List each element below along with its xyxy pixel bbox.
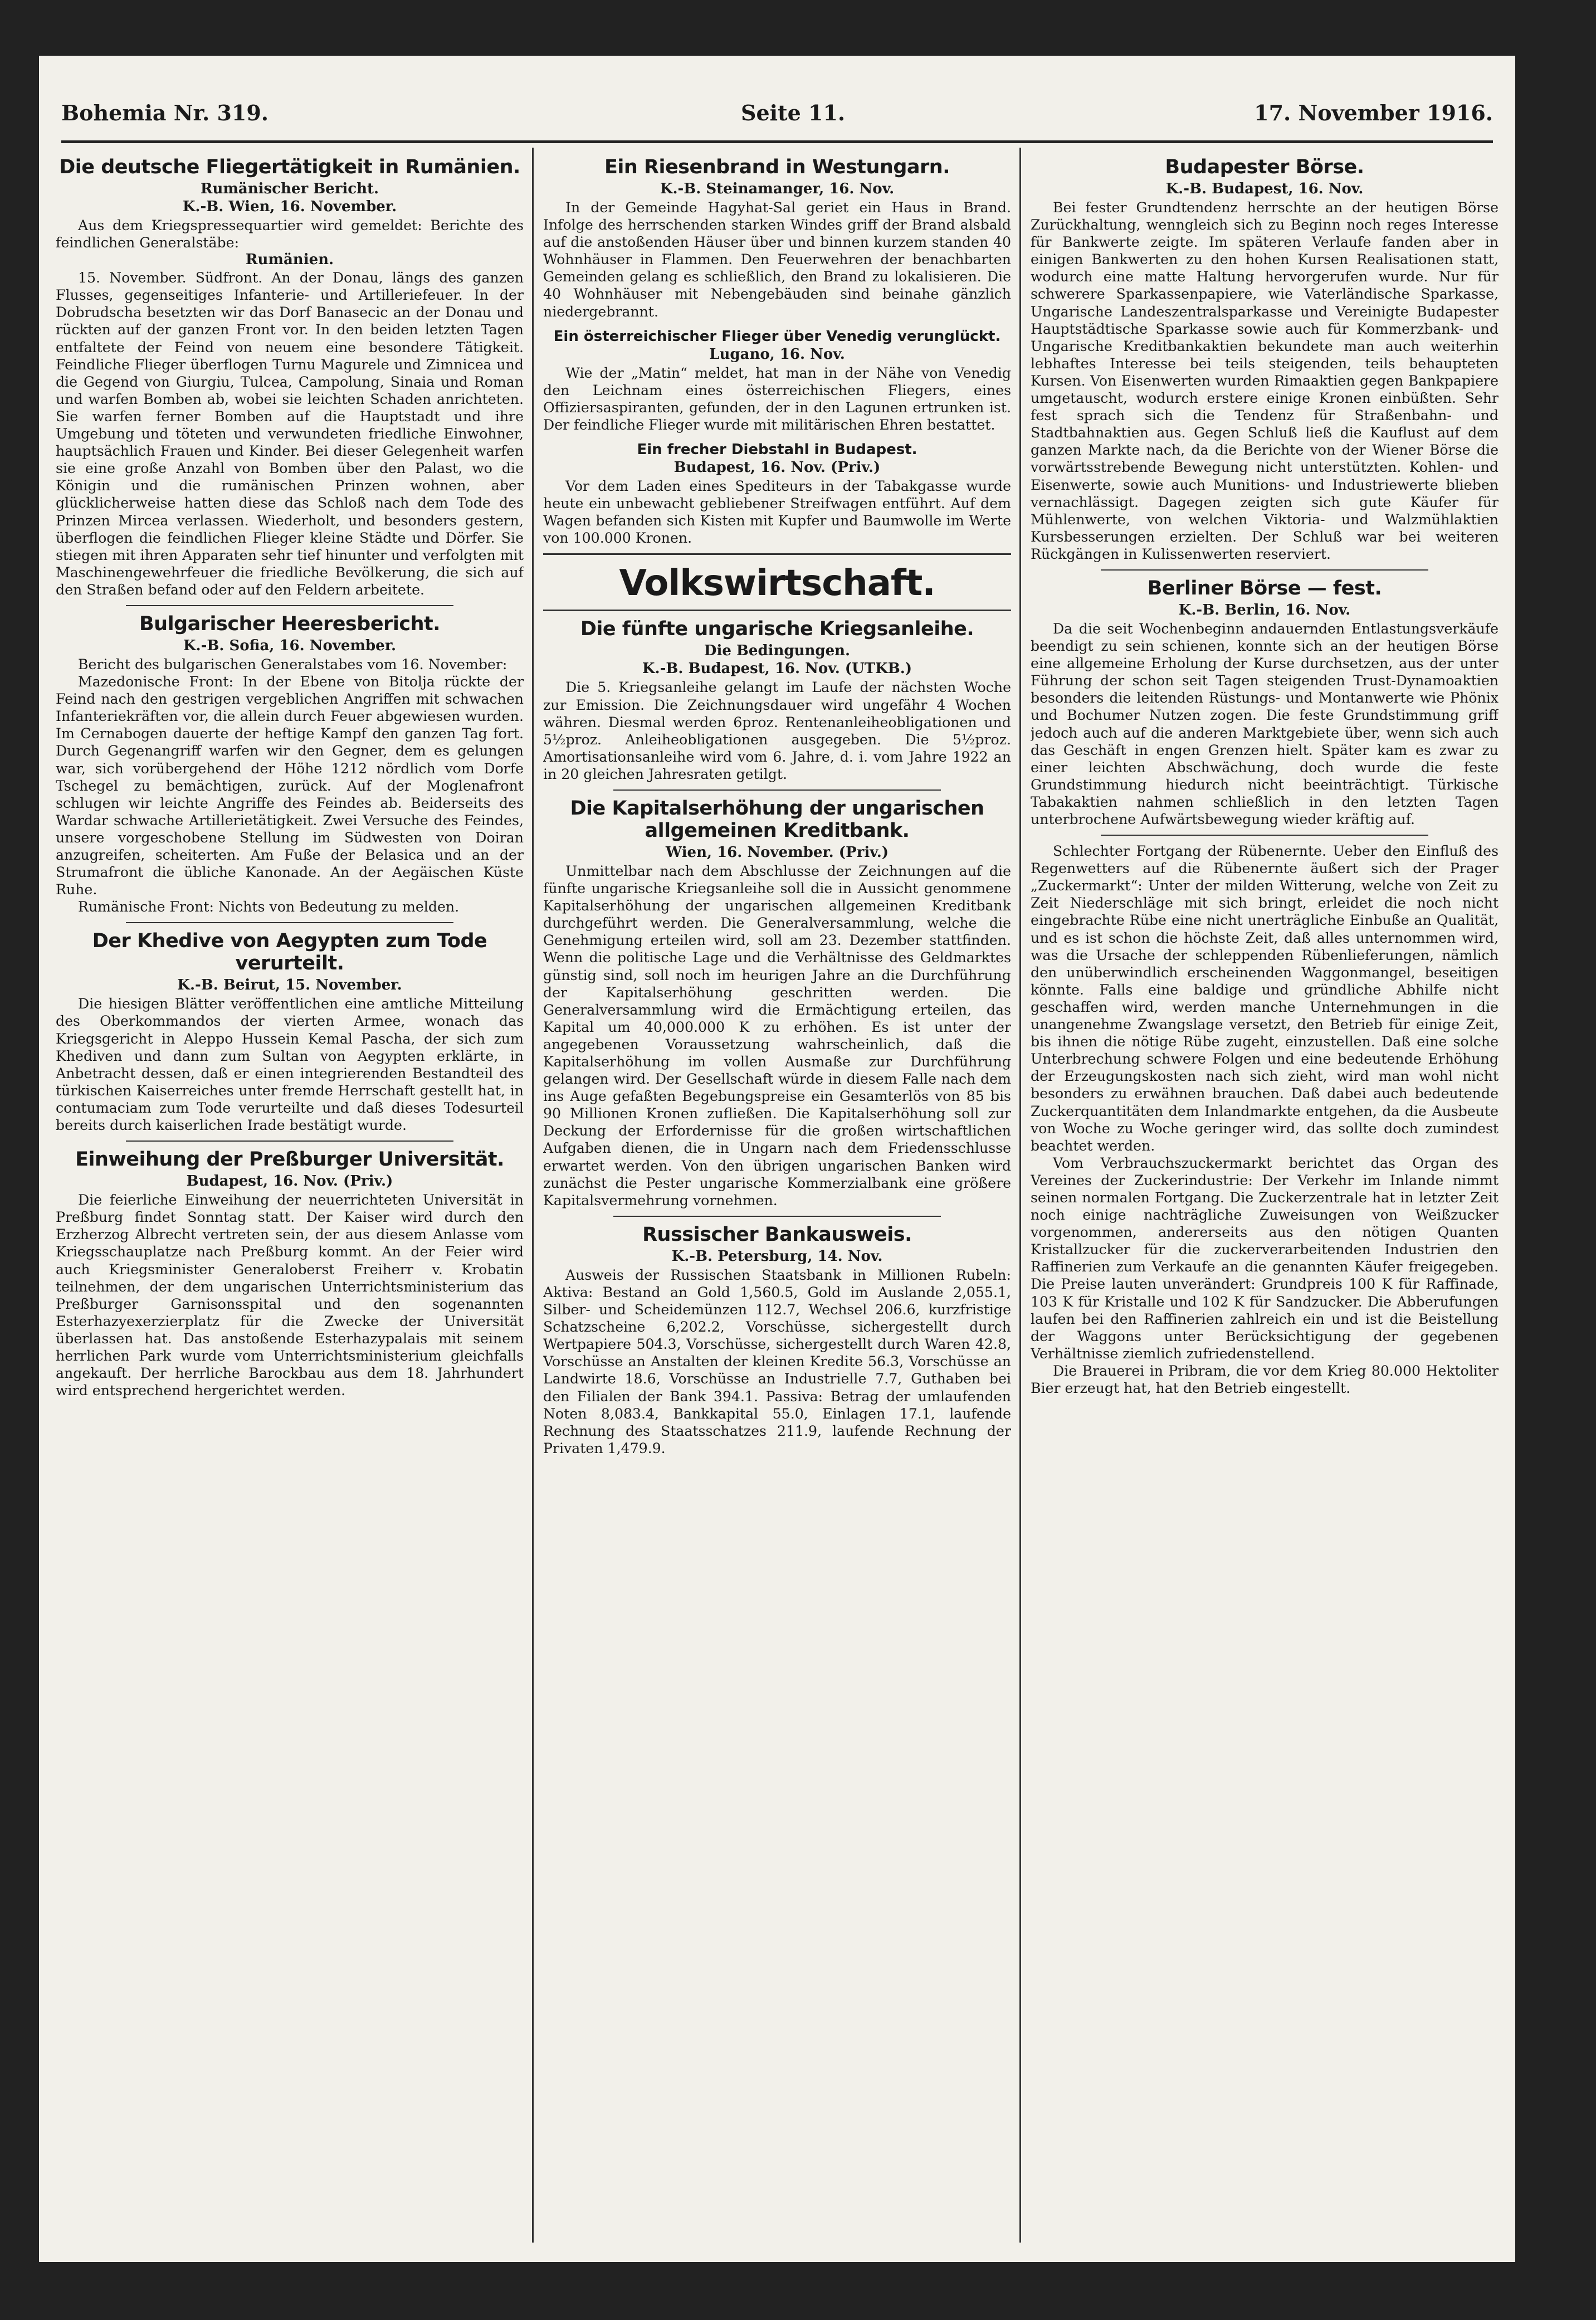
masthead-rule (61, 140, 1493, 143)
headline: Bulgarischer Heeresbericht. (139, 612, 441, 635)
byline: Budapest, 16. Nov. (Priv.) (186, 1173, 393, 1190)
paragraph: Rumänische Front: Nichts von Bedeutung zu melden. (78, 899, 460, 915)
section-title-volkswirtschaft: Volkswirtschaft. (619, 563, 935, 605)
column-rule-2 (1019, 148, 1021, 2243)
paragraph: 15. November. Südfront. An der Donau, längs des ganzen Flusses, gegenseitiges Infanterie- und Artilleriefeuer. In der Dobrudscha besetzten wir das Dorf Banasecic an der Donau und rückten auf der ganzen Front vor. In den beiden letzten Tagen entfaltete der Feind von neuem eine besondere Tätigkeit. Feindliche Flieger überflogen Turnu Magurele und Zimnicea und die Gegend von Giurgiu, Tulcea, Campolung, Sinaia und Roman und warfen Bomben ab, wobei sie leichten Schaden anrichteten. Sie warfen ferner Bomben auf die Hauptstadt und ihre Umgebung und töteten und verwundeten friedliche Einwohner, hauptsächlich Frauen und Kinder. Bei dieser Gelegenheit warfen sie eine große Anzahl von Bomben über den Palast, wo die Königin und die rumänischen Prinzen wohnen, aber glücklicherweise hatten diese das Schloß nach dem Tode des Prinzen Mircea verlassen. Wiederholt, und besonders gestern, überflogen die feindlichen Flieger kleine Städte und Dörfer. Sie stiegen mit ihren Apparaten sehr tief hinunter und verfolgten mit Maschinengewehrfeuer die friedliche Bevölkerung, die sich auf den Straßen befand oder auf den Feldern arbeitete. (56, 270, 524, 598)
headline: Russischer Bankausweis. (642, 1223, 912, 1246)
article-kriegsanleihe (543, 618, 1011, 783)
headline: Ein Riesenbrand in Westungarn. (604, 156, 950, 178)
article-flieger-venedig (543, 328, 1011, 433)
column-2 (543, 150, 1011, 2256)
subhead: Die Bedingungen. (704, 642, 851, 660)
byline: K.-B. Sofia, 16. November. (183, 637, 397, 654)
byline: K.-B. Steinamanger, 16. Nov. (660, 181, 895, 197)
paragraph: Die 5. Kriegsanleihe gelangt im Laufe der nächsten Woche zur Emission. Die Zeichnungsdauer wird ungefähr 4 Wochen währen. Diesmal werden 6proz. Rentenanleiheobligationen und 5½proz. Anleiheobligationen ausgegeben. Die 5½proz. Amortisationsanleihe wird vom 6. Jahre, d. i. vom Jahre 1922 an in 20 gleichen Jahresraten getilgt. (543, 679, 1011, 782)
byline: K.-B. Berlin, 16. Nov. (1178, 601, 1351, 618)
byline: K.-B. Budapest, 16. Nov. (UTKB.) (642, 660, 912, 678)
headline: Einweihung der Preßburger Universität. (75, 1148, 504, 1171)
article-berliner-boerse (1031, 577, 1499, 828)
column-3 (1031, 150, 1499, 2256)
paragraph: Mazedonische Front: In der Ebene von Bitolja rückte der Feind nach den gestrigen vergeblichen Angriffen mit schwachen Infanteriekräften vor, die allein durch Feuer abgewiesen wurden. Im Cernabogen dauerte der heftige Kampf den ganzen Tag fort. Durch Gegenangriff warfen wir den Gegner, dem es gelungen war, sich vorübergehend der Höhe 1212 nördlich vom Dorfe Tschegel zu bemächtigen, zurück. Auf der Moglenafront schlugen wir leichte Angriffe des Feindes ab. Beiderseits des Wardar schwache Artillerietätigkeit. Zwei Versuche des Feindes, unsere vorgeschobene Stellung im Südwesten von Doiran anzugreifen, scheiterten. Am Fuße der Belasica und an der Strumafront die übliche Kanonade. An der Aegäischen Küste Ruhe. (56, 674, 524, 898)
byline: K.-B. Wien, 16. November. (182, 198, 397, 215)
article-bankausweis (543, 1224, 1011, 1457)
issue-date: 17. November 1916. (1254, 100, 1493, 125)
paragraph: Die Brauerei in Pribram, die vor dem Krieg 80.000 Hektoliter Bier erzeugt hat, hat den Betrieb eingestellt. (1031, 1362, 1499, 1396)
byline: K.-B. Beirut, 15. November. (177, 977, 402, 994)
paragraph: Bericht des bulgarischen Generalstabes vom 16. November: (78, 656, 507, 672)
headline: Budapester Börse. (1165, 156, 1364, 178)
byline: Lugano, 16. Nov. (709, 345, 845, 363)
article-khedive (56, 930, 524, 1134)
section-divider (543, 610, 1011, 611)
article-divider (126, 1140, 453, 1142)
subhead: Rumänischer Bericht. (200, 181, 379, 197)
paragraph: Wie der „Matin“ meldet, hat man in der Nähe von Venedig den Leichnam eines österreichischen Fliegers, eines Offiziersaspiranten, gefunden, der in den Lagunen ertrunken ist. Der feindliche Flieger wurde mit militärischen Ehren bestattet. (543, 364, 1011, 433)
paragraph: Vom Verbrauchszuckermarkt berichtet das Organ des Vereines der Zuckerindustrie: Der Verkehr im Inlande nimmt seinen normalen Fortgang. Die Zuckerzentrale hat in letzter Zeit noch einige nachträgliche Zuweisungen von Weißzucker vorgenommen, andererseits aus den nötigen Quanten Kristallzucker für die zuckerverarbeitenden Industrien den Raffinerien zum Verkaufe an die genannten Käufer freigegeben. Die Preise lauten unverändert: Grundpreis 100 K für Raffinade, 103 K für Kristalle und 102 K für Sandzucker. Die Abberufungen laufen bei den Raffinerien zahlreich ein und ist die Beistellung der Waggons unter Berücksichtigung der gegebenen Verhältnisse ziemlich zufriedenstellend. (1031, 1154, 1499, 1362)
headline: Berliner Börse — fest. (1147, 577, 1382, 600)
paragraph: Schlechter Fortgang der Rübenernte. Ueber den Einfluß des Regenwetters auf die Rübenernte äußert sich der Prager „Zuckermarkt“: Unter der milden Witterung, welche von Zeit zu Zeit Niederschläge mit sich bringt, erleidet die noch nicht eingebrachte Rübe eine nicht unerträgliche Einbuße an Qualität, und es ist schon die höchste Zeit, daß alles unternommen wird, was die Ursache der schleppenden Rübenlieferungen, nämlich den unüberwindlich erscheinenden Waggonmangel, beseitigen könnte. Falls eine baldige und gründliche Abhilfe nicht geschaffen wird, werden manche Unternehmungen in die unangenehme Zwangslage versetzt, den Betrieb für einige Zeit, bis ihnen die nötige Rübe zugeht, einzustellen. Daß eine solche Unterbrechung schwere Folgen und eine bedeutende Erhöhung der Erzeugungskosten nach sich zieht, wird man wohl nicht besonders zu erwähnen brauchen. Daß dabei auch bedeutende Zuckerquantitäten dem Inlandmarkte entgehen, da die Ausbeute von Woche zu Woche geringer wird, das sollte doch zumindest beachtet werden. (1031, 843, 1499, 1154)
page-number: Seite 11. (741, 100, 846, 125)
section-label: Rumänien. (245, 251, 334, 269)
article-riesenbrand (543, 156, 1011, 320)
paragraph: In der Gemeinde Hagyhat-Sal geriet ein Haus in Brand. Infolge des herrschenden starken Windes griff der Brand alsbald auf die anstoßenden Häuser über und binnen kurzem standen 40 Wohnhäuser in Flammen. Den Feuerwehren der benachbarten Gemeinden gelang es schließlich, den Brand zu lokalisieren. Die 40 Wohnhäuser mit Nebengebäuden sind beinahe gänzlich niedergebrannt. (543, 199, 1011, 320)
article-divider (613, 789, 941, 791)
paragraph: Vor dem Laden eines Spediteurs in der Tabakgasse wurde heute ein unbewacht gebliebener Streifwagen entführt. Auf dem Wagen befanden sich Kisten mit Kupfer und Baumwolle im Werte von 100.000 Kronen. (543, 478, 1011, 547)
byline: K.-B. Budapest, 16. Nov. (1165, 181, 1364, 197)
paragraph: Die feierliche Einweihung der neuerrichteten Universität in Preßburg findet Sonntag statt. Der Kaiser wird durch den Erzherzog Albrecht vertreten sein, der aus diesem Anlasse vom Kriegsschauplatze nach Preßburg kommt. An der Feier wird auch Kriegsminister Generaloberst Freiherr v. Krobatin teilnehmen, der dem ungarischen Unterrichtsministerium das Preßburger Garnisonsspital und den sogenannten Esterhazyexerzierplatz für die Zwecke der Universität überlassen hat. Das anstoßende Esterhazypalais mit seinem herrlichen Park wurde vom Unterrichtsministerium gleichfalls angekauft. Der herrliche Barockbau aus dem 18. Jahrhundert wird entsprechend hergerichtet werden. (56, 1192, 524, 1399)
headline: Die fünfte ungarische Kriegsanleihe. (580, 618, 974, 641)
headline: Ein österreichischer Flieger über Venedig verunglückt. (553, 328, 1001, 345)
paragraph: Die hiesigen Blätter veröffentlichen eine amtliche Mitteilung des Oberkommandos der vierten Armee, wonach das Kriegsgericht in Aleppo Hussein Kemal Pascha, der sich zum Khediven und dann zum Sultan von Aegypten erklärte, in Anbetracht dessen, daß er einen integrierenden Bestandteil des türkischen Kaiserreiches unter fremde Herrschaft gestellt hat, in contumaciam zum Tode verurteilte und daß dieses Todesurteil bereits durch kaiserlichen Irade bestätigt wurde. (56, 996, 524, 1134)
article-divider (126, 605, 453, 606)
article-pressburger-universitaet (56, 1148, 524, 1399)
article-divider (1101, 835, 1428, 836)
section-divider (543, 553, 1011, 555)
paragraph: Unmittelbar nach dem Abschlusse der Zeichnungen auf die fünfte ungarische Kriegsanleihe soll die in Aussicht genommene Kapitalserhöhung der ungarischen allgemeinen Kreditbank durchgeführt werden. Die Generalversammlung, welche die Genehmigung erteilen wird, soll am 23. Dezember stattfinden. Wenn die politische Lage und die Verhältnisse des Geldmarktes günstig sind, soll noch im heurigen Jahre an die Durchführung der Kapitalserhöhung geschritten werden. Die Generalversammlung wird die Ermächtigung erteilen, das Kapital um 40,000.000 K zu erhöhen. Es ist unter der angegebenen Voraussetzung wahrscheinlich, daß die Kapitalserhöhung im vollen Ausmaße zur Durchführung gelangen wird. Der Gesellschaft würde in diesem Falle nach dem ins Auge gefaßten Begebungspreise ein Gesamterlös von 85 bis 90 Millionen Kronen zufließen. Die Kapitalserhöhung soll zur Deckung der Erfordernisse für die großen wirtschaftlichen Aufgaben dienen, die in Ungarn nach dem Friedensschlusse erwartet werden. Von den übrigen ungarischen Banken wird zunächst die Pester ungarische Kommerzialbank eine größere Kapitalsvermehrung vornehmen. (543, 862, 1011, 1208)
paragraph: Ausweis der Russischen Staatsbank in Millionen Rubeln: Aktiva: Bestand an Gold 1,560.5, Gold im Auslande 2,055.1, Silber- und Scheidemünzen 112.7, Wechsel 206.6, kurzfristige Schatzscheine 6,202.2, Vorschüsse, sichergestellt durch Wertpapiere 504.3, Vorschüsse, sichergestellt durch Waren 42.8, Vorschüsse an Anstalten der kleinen Kredite 56.3, Vorschüsse an Landwirte 18.6, Vorschüsse an Industrielle 7.7, Guthaben bei den Filialen der Bank 394.1. Passiva: Betrag der umlaufenden Noten 8,083.4, Bankkapital 55.0, Einlagen 17.1, laufende Rechnung des Staatsschatzes 211.9, laufende Rechnung der Privaten 1,479.9. (543, 1266, 1011, 1456)
paragraph: Da die seit Wochenbeginn andauernden Entlastungsverkäufe beendigt zu sein schienen, konnte sich an der heutigen Börse eine allgemeine Erholung der Kurse durchsetzen, aus der unter Führung der schon seit Tagen steigenden Trust-Dynamoaktien besonders die leitenden Rüstungs- und Montanwerte wie Phönix und Bochumer Nutzen zogen. Die feste Grundstimmung griff jedoch auch auf die anderen Marktgebiete über, wenn sich auch das Geschäft in engen Grenzen hielt. Später kam es zwar zu einer leichten Abschwächung, doch wurde die feste Grundstimmung hiedurch nicht beeinträchtigt. Türkische Tabakaktien nahmen schließlich in den letzten Tagen unterbrochene Aufwärtsbewegung wieder kräftig auf. (1031, 620, 1499, 827)
article-diebstahl-budapest (543, 441, 1011, 547)
byline: Budapest, 16. Nov. (Priv.) (673, 459, 881, 476)
article-zuckermarkt (1031, 842, 1499, 1397)
article-fliegertaetigkeit (56, 156, 524, 598)
byline: K.-B. Petersburg, 14. Nov. (671, 1247, 883, 1265)
newspaper-page (39, 56, 1515, 2262)
article-divider (126, 922, 453, 923)
headline: Der Khedive von Aegypten zum Tode verurteilt. (92, 930, 487, 975)
article-budapester-boerse (1031, 156, 1499, 563)
masthead (61, 100, 1493, 134)
headline: Ein frecher Diebstahl in Budapest. (637, 441, 917, 459)
byline: Wien, 16. November. (Priv.) (665, 844, 889, 861)
article-bulgarischer-heeresbericht (56, 613, 524, 915)
paragraph: Bei fester Grundtendenz herrschte an der heutigen Börse Zurückhaltung, wenngleich sich zu Beginn noch reges Interesse für Bankwerte zeigte. Im späteren Verlaufe fanden aber in einigen Bankwerten zu den hohen Kursen Realisationen statt, wodurch eine matte Haltung hervorgerufen wurde. Nur für schwerere Sparkassenpapiere, wie Vaterländische Sparkasse, Ungarische Landeszentralsparkasse und Vereinigte Budapester Hauptstädtische Sparkasse sowie auch für Kommerzbank- und Ungarische Kreditbankaktien bekundete man auch weiterhin lebhaftes Interesse bei teils steigenden, teils behaupteten Kursen. Von Eisenwerten wurden Rimaaktien gegen Bankpapiere umgetauscht, wodurch erstere einige Kronen einbüßten. Sehr fest sprach sich die Tendenz für Straßenbahn- und Stadtbahnaktien aus. Gegen Schluß ließ die Kauflust auf dem ganzen Markte nach, da die Berichte von der Wiener Börse die vorwärtsstrebende Bewegung nicht unterstützten. Kohlen- und Eisenwerte, sowie auch Munitions- und Industriewerte blieben vernachlässigt. Dagegen zeigten sich gute Käufer für Mühlenwerte, von welchen Viktoria- und Walzmühlaktien Kursbesserungen erzielten. Der Schluß war bei weiteren Rückgängen in Kulissenwerten reserviert. (1031, 199, 1499, 562)
headline: Die deutsche Fliegertätigkeit in Rumänien. (59, 156, 520, 178)
column-rule-1 (532, 148, 534, 2243)
article-divider (613, 1216, 941, 1217)
paragraph: Aus dem Kriegspressequartier wird gemeldet: Berichte des feindlichen Generalstäbe: (56, 217, 524, 251)
issue-number: Bohemia Nr. 319. (61, 100, 269, 125)
article-kapitalserhoehung (543, 797, 1011, 1209)
headline: Die Kapitalserhöhung der ungarischen allgemeinen Kreditbank. (570, 797, 984, 842)
column-1 (56, 150, 524, 2256)
article-divider (1101, 569, 1428, 571)
